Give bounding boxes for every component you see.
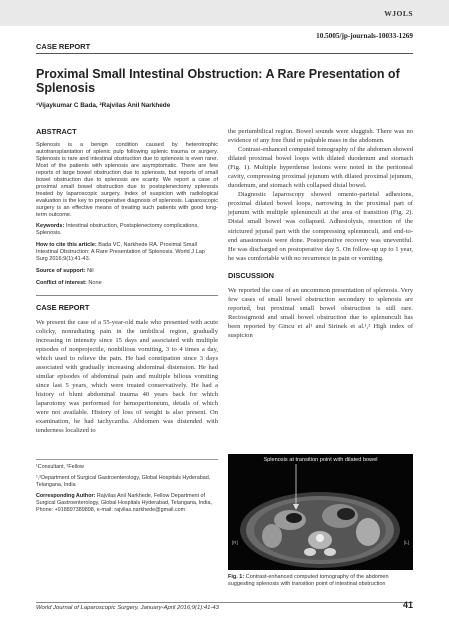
discussion-body bbox=[228, 286, 413, 340]
keywords-value: Intestinal obstruction, Postsplenectomy complications, Splenosis. bbox=[36, 222, 199, 236]
header-divider bbox=[36, 53, 413, 54]
keywords bbox=[36, 223, 218, 237]
case-report-body bbox=[36, 318, 218, 436]
left-column bbox=[36, 127, 218, 435]
cite-label: How to cite this article: bbox=[36, 241, 97, 248]
discussion-heading: DISCUSSION bbox=[228, 270, 274, 280]
paragraph-laparoscopy: Diagnostic laparoscopy showed omento-parietal adhesions, proximal dilated bowel loops, narrowing in the proximal part of jejunum with multiple splenunculi at the area of transition (Fig. 2). Distal small bowel was collapsed. Adhesiolysis, resection of the strictured jejunal part with the compressing splenunculi, and end-to-end anastomosis were done. Postoperative recovery was uneventful. He was discharged on postoperative day 5. On follow-up up to 1 year, he was comfortable with no recurrence in pain or vomiting. bbox=[228, 191, 413, 262]
article-type-label: CASE REPORT bbox=[36, 42, 91, 51]
journal-tag: WJOLS bbox=[384, 9, 413, 18]
figure-caption-text: Contrast-enhanced computed tomography of the abdomen suggesting splenosis with transition point of intestinal obstruction bbox=[228, 574, 389, 587]
how-to-cite bbox=[36, 242, 218, 263]
conflict-of-interest bbox=[36, 280, 218, 287]
abstract-heading: ABSTRACT bbox=[36, 127, 77, 136]
keywords-label: Keywords: bbox=[36, 222, 65, 229]
article-title: Proximal Small Intestinal Obstruction: A Rare Presentation of Splenosis bbox=[36, 67, 400, 95]
ct-scan-figure bbox=[228, 454, 413, 570]
ct-scan-image bbox=[228, 454, 413, 570]
footnote-affiliation-dept: ¹,²Department of Surgical Gastroenterology, Global Hospitals Hyderabad, Telangana, India bbox=[36, 475, 211, 488]
discussion-text: We reported the case of an uncommon presentation of splenosis. Very few cases of small bowel obstruction secondary to splenosis are reported, but proximal small bowel obstruction is still rare. Rectosigmoid and small bowel obstruction due to splenunculi has been reported by Gincu et al¹ and Sirinek et al.¹,² High index of suspicion bbox=[228, 286, 413, 339]
footnotes bbox=[36, 459, 218, 588]
source-value: Nil bbox=[87, 267, 94, 274]
footer-divider bbox=[36, 602, 413, 603]
figure-right-marker: [L] bbox=[403, 540, 409, 545]
right-column bbox=[228, 127, 413, 340]
right-body bbox=[228, 127, 413, 263]
figure-caption bbox=[228, 574, 413, 588]
abstract-text: Splenosis is a benign condition caused by heterotrophic autotransplantation of splenic pulp following splenic trauma or surgery. Splenosis is rare and intestinal obstruction due to splenosis is even rarer. Most of the patients with splenosis are asymptomatic. There are few reports of large bowel obstruction due to splenosis, but reports of small bowel obstruction due to splenosis are scanty. We report a case of proximal small bowel obstruction due to postsplenectomy splenosis treated by laparoscopic surgery. Index of suspicion with radiological evaluation is the key to preoperative diagnosis of splenosis. Laparoscopic surgery is an effective means of treating such patients with good long-term outcome. bbox=[36, 142, 218, 219]
figure-overlay-label: Splenosis at transition point with dilated bowel bbox=[263, 457, 378, 463]
footnote-corresponding bbox=[36, 493, 218, 514]
conflict-value: None bbox=[88, 279, 102, 286]
author-line: ¹Vijaykumar C Bada, ²Rajvilas Anil Narkhede bbox=[36, 102, 171, 109]
doi[interactable]: 10.5005/jp-journals-10033-1269 bbox=[316, 32, 413, 40]
cite-value: Bada VC, Narkhede RA. Proximal Small Intestinal Obstruction: A Rare Presentation of Splenosis. World J Lap Surg 2016;9(1):41-43. bbox=[36, 241, 205, 262]
section-divider bbox=[36, 295, 218, 296]
figure-left-marker: [R] bbox=[232, 540, 238, 545]
footnote-affiliation-roles: ¹Consultant, ²Fellow bbox=[36, 464, 84, 470]
page-number: 41 bbox=[402, 600, 413, 610]
corresponding-value: Rajvilas Anil Narkhede, Fellow Department of Surgical Gastroenterology, Global Hospitals Hyderabad, Telangana, India, Phone: +918897389898, e-mail: rajvilas.narkhede@gmail.com bbox=[36, 493, 212, 513]
source-of-support bbox=[36, 268, 218, 275]
case-report-text: We present the case of a 55-year-old male who presented with acute colicky, nonradiating pain in the umbilical region, gradually increasing in intensity since 15 days and associated with multiple episodes of nonprojectile, nonbilious vomiting, 3 to 4 times a day, which used to relieve the pain. He had constipation since 3 days associated with gradually increasing abdominal distension. He had similar episodes of abdominal pain and multiple bilious vomiting since last 5 years, which were treated conservatively. He had a history of blunt abdominal trauma 40 years back for which laparotomy was performed for hemoperitoneum, details of which were not available. History of loss of weight is also present. On examination, he had tachycardia. Abdomen was distended with tenderness localized to bbox=[36, 318, 218, 435]
corresponding-label: Corresponding Author: bbox=[36, 493, 96, 499]
figure-caption-label: Fig. 1: bbox=[228, 574, 245, 580]
case-report-heading: CASE REPORT bbox=[36, 302, 90, 312]
paragraph-exam: the periumbilical region. Bowel sounds were sluggish. There was no evidence of any free fluid or palpable mass in the abdomen. bbox=[228, 128, 413, 145]
paragraph-ct: Contrast-enhanced computed tomography of the abdomen showed dilated proximal bowel loops with dilated duodenum and stomach (Fig. 1). Multiple hyperdense lesions were noted in the peritoneal cavity, compressing proximal jejunum with dilated proximal jejunum, duodenum, and stomach with collapsed distal bowel. bbox=[228, 146, 413, 190]
conflict-label: Conflict of interest: bbox=[36, 279, 87, 286]
journal-footer: World Journal of Laparoscopic Surgery, January-April 2016;9(1):41-43 bbox=[36, 605, 219, 611]
header-band bbox=[0, 0, 449, 26]
source-label: Source of support: bbox=[36, 267, 86, 274]
